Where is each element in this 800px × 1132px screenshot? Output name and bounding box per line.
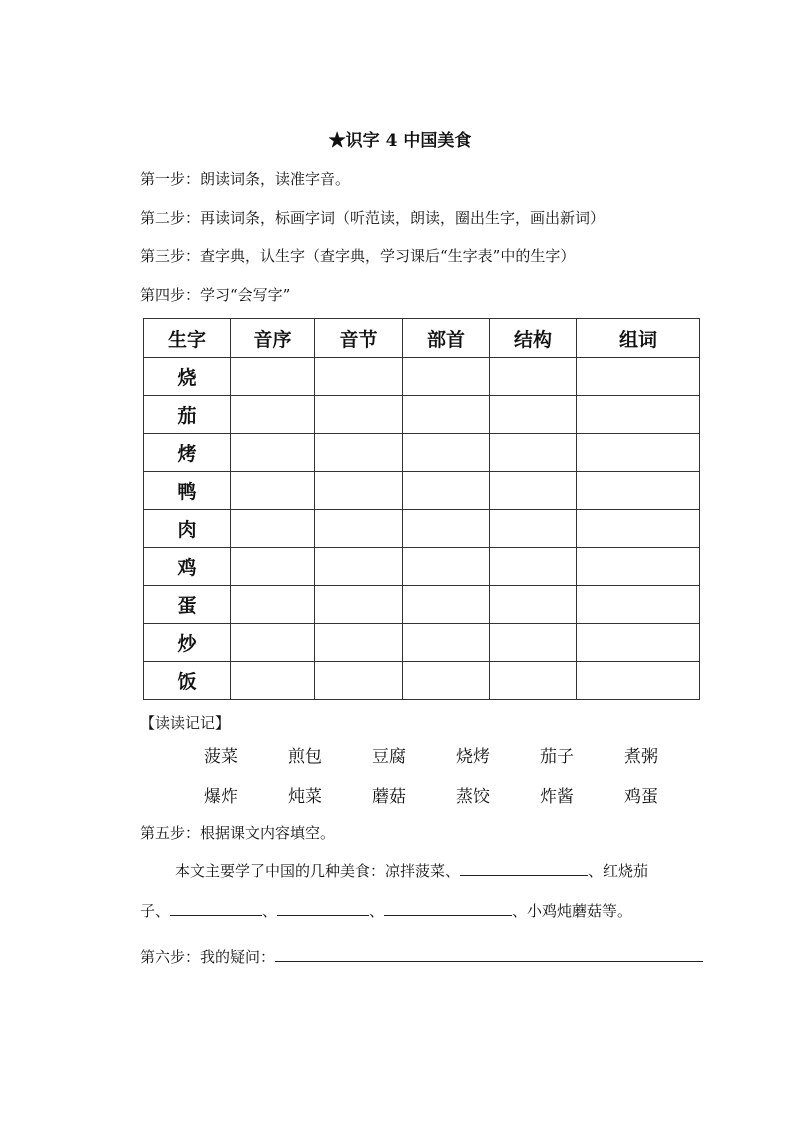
answer-cell[interactable] [315,510,403,548]
page-title: ★识字 4 中国美食 [328,131,472,151]
answer-cell[interactable] [403,624,490,662]
answer-cell[interactable] [577,586,700,624]
answer-cell[interactable] [490,358,577,396]
char-cell: 饭 [144,662,231,700]
word-row-2 [204,782,708,807]
answer-cell[interactable] [315,358,403,396]
answer-cell[interactable] [490,396,577,434]
header-initial: 音序 [231,319,315,358]
header-radical: 部首 [403,319,490,358]
fill-text: 、红烧茄 [588,862,649,880]
table-row [144,624,700,662]
fill-text: 子、 [140,902,171,920]
answer-cell[interactable] [231,586,315,624]
char-cell: 蛋 [144,586,231,624]
fill-text: 本文主要学了中国的几种美食：凉拌菠菜、 [175,862,461,880]
fill-text: 、小鸡炖蘑菇等。 [512,902,633,920]
step-6-label: 第六步：我的疑问： [140,948,276,966]
fill-blank-2[interactable] [170,901,262,916]
header-char: 生字 [144,319,231,358]
table-row [144,586,700,624]
question-blank[interactable] [275,947,703,962]
table-row [144,548,700,586]
word-item: 煎包 [288,747,322,767]
answer-cell[interactable] [577,548,700,586]
table-header-row [144,319,700,358]
answer-cell[interactable] [490,586,577,624]
char-cell: 鸡 [144,548,231,586]
char-cell: 茄 [144,396,231,434]
answer-cell[interactable] [577,510,700,548]
answer-cell[interactable] [577,624,700,662]
header-words: 组词 [577,319,700,358]
answer-cell[interactable] [490,624,577,662]
answer-cell[interactable] [403,358,490,396]
word-item: 烧烤 [456,747,490,767]
fill-paragraph-line-2 [140,900,632,921]
answer-cell[interactable] [490,662,577,700]
answer-cell[interactable] [403,396,490,434]
answer-cell[interactable] [315,396,403,434]
word-item: 煮粥 [624,747,658,767]
step-2-instruction: 第二步：再读词条，标画字词（听范读，朗读，圈出生字，画出新词） [140,209,606,227]
fill-separator: 、 [369,902,385,920]
char-cell: 鸭 [144,472,231,510]
answer-cell[interactable] [403,434,490,472]
answer-cell[interactable] [577,358,700,396]
header-structure: 结构 [490,319,577,358]
word-item: 菠菜 [204,747,238,767]
answer-cell[interactable] [577,434,700,472]
word-item: 炖菜 [288,787,322,807]
answer-cell[interactable] [231,624,315,662]
answer-cell[interactable] [231,396,315,434]
table-row [144,510,700,548]
char-cell: 烤 [144,434,231,472]
answer-cell[interactable] [315,472,403,510]
answer-cell[interactable] [315,662,403,700]
answer-cell[interactable] [403,662,490,700]
answer-cell[interactable] [231,434,315,472]
answer-cell[interactable] [231,510,315,548]
char-cell: 肉 [144,510,231,548]
fill-separator: 、 [262,902,278,920]
word-item: 鸡蛋 [624,787,658,807]
answer-cell[interactable] [403,548,490,586]
answer-cell[interactable] [231,358,315,396]
answer-cell[interactable] [231,472,315,510]
answer-cell[interactable] [315,586,403,624]
answer-cell[interactable] [490,434,577,472]
table-row [144,396,700,434]
char-cell: 烧 [144,358,231,396]
word-row-1 [204,742,708,767]
answer-cell[interactable] [490,510,577,548]
step-3-instruction: 第三步：查字典，认生字（查字典，学习课后“生字表”中的生字） [140,247,576,265]
header-syllable: 音节 [315,319,403,358]
word-item: 茄子 [540,747,574,767]
table-row [144,358,700,396]
answer-cell[interactable] [490,472,577,510]
answer-cell[interactable] [577,472,700,510]
word-item: 蘑菇 [372,787,406,807]
step-4-instruction: 第四步：学习“会写字” [140,286,291,304]
answer-cell[interactable] [577,662,700,700]
step-5-instruction: 第五步：根据课文内容填空。 [140,824,336,842]
table-row [144,662,700,700]
fill-blank-1[interactable] [460,861,588,876]
step-1-instruction: 第一步：朗读词条，读准字音。 [140,170,351,188]
word-item: 炸酱 [540,787,574,807]
reading-heading: 【读读记记】 [140,714,231,732]
table-row [144,434,700,472]
answer-cell[interactable] [577,396,700,434]
answer-cell[interactable] [403,586,490,624]
fill-blank-4[interactable] [384,901,512,916]
answer-cell[interactable] [403,510,490,548]
word-item: 豆腐 [372,747,406,767]
fill-blank-3[interactable] [277,901,369,916]
answer-cell[interactable] [315,434,403,472]
fill-paragraph-line-1 [175,860,648,881]
step-6-question [140,946,703,967]
answer-cell[interactable] [403,472,490,510]
answer-cell[interactable] [315,548,403,586]
answer-cell[interactable] [315,624,403,662]
char-cell: 炒 [144,624,231,662]
character-table [143,318,700,700]
answer-cell[interactable] [231,662,315,700]
word-item: 爆炸 [204,787,238,807]
word-item: 蒸饺 [456,787,490,807]
table-row [144,472,700,510]
answer-cell[interactable] [490,548,577,586]
answer-cell[interactable] [231,548,315,586]
